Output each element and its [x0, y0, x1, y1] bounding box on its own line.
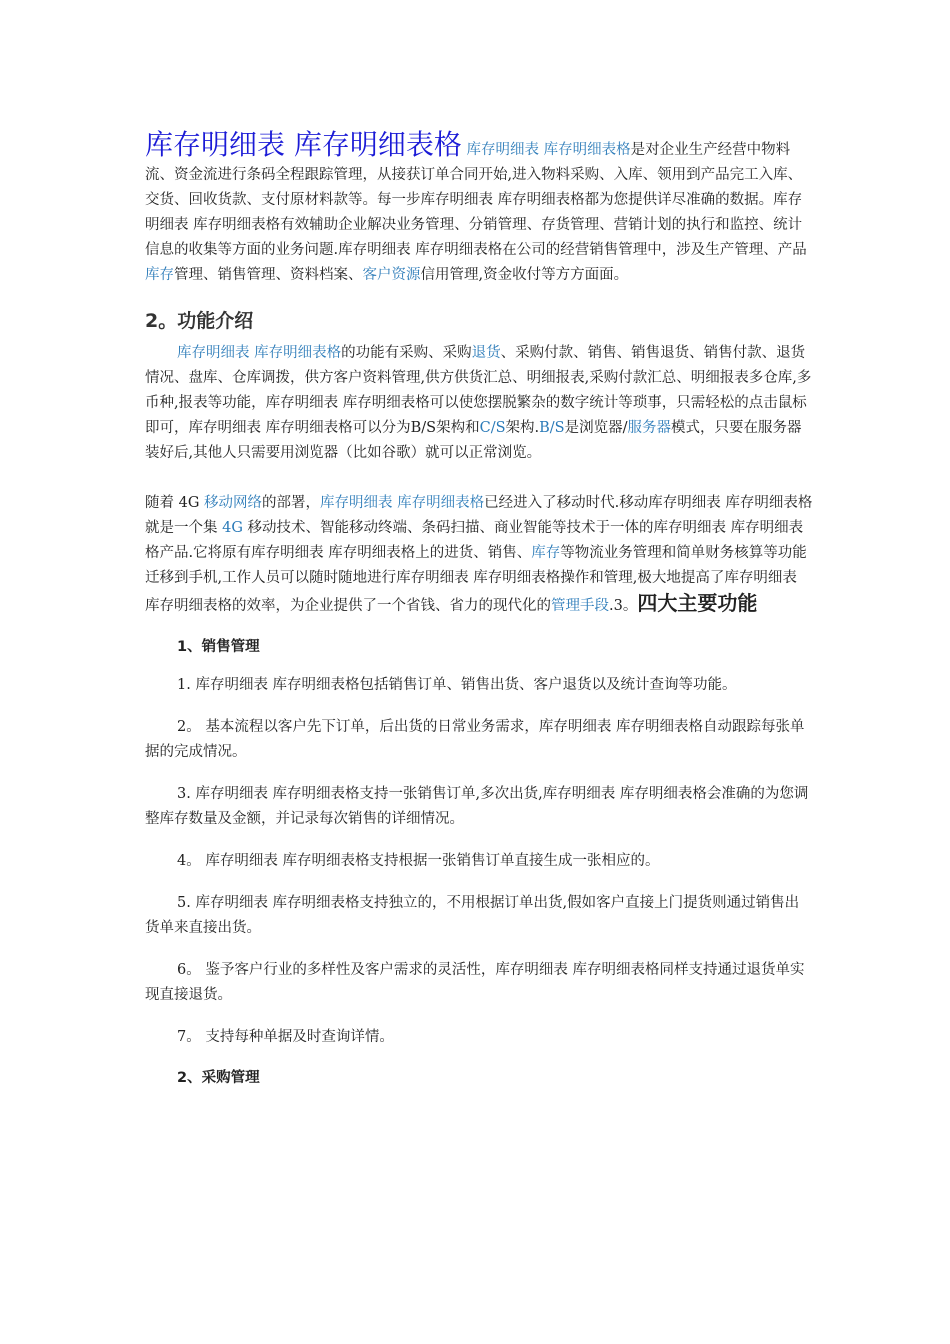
mobile-text-1: 随着 4G	[145, 495, 205, 511]
features-text-2: 、采购付款、销售、销售退货、销售付款、退货情况、盘库、仓库调拨，供方客户资料管理,供方供货汇总、明细报表,采购付款汇总、明细报表多仓库,多币种,报表等功能，库存明细表 库存明细表格可以使您摆脱繁杂的数字统计等琐事，只需轻松的点击鼠标即可，库存明细表 库存明细表格可以分为	[145, 345, 812, 436]
sales-item: 2。 基本流程以客户先下订单，后出货的日常业务需求，库存明细表 库存明细表格自动跟踪每张单据的完成情况。	[145, 719, 805, 760]
features-paragraph	[145, 341, 813, 466]
mobile-text-6: .3。	[609, 598, 638, 614]
features-text-5: 是浏览器/	[564, 420, 628, 436]
features-text-3: 架构和	[436, 420, 480, 436]
document-page	[145, 128, 813, 1087]
mobile-link-5[interactable]: 管理手段	[551, 598, 609, 614]
sales-item: 4。 库存明细表 库存明细表格支持根据一张销售订单直接生成一张相应的。	[177, 853, 660, 869]
sales-item: 5. 库存明细表 库存明细表格支持独立的，不用根据订单出货,假如客户直接上门提货则通过销售出货单来直接出货。	[145, 895, 800, 936]
subheading-purchase: 2、采购管理	[177, 1070, 260, 1086]
mobile-link-3[interactable]: 4G	[222, 520, 243, 536]
features-text-1: 的功能有采购、采购	[341, 345, 472, 361]
intro-text-1: 是对企业生产经营中物料流、资金流进行条码全程跟踪管理，从接获订单合同开始,进入物料采购、入库、领用到产品完工入库、交货、回收货款、支付原材料款等。每一步库存明细表 库存明细表格都为您提供详尽准确的数据。库存明细表 库存明细表格有效辅助企业解决业务管理、分销管理、存货管理、营销计划的执行和监控、统计信息的收集等方面的业务问题.库存明细表 库存明细表格在公司的经营销售管理中，涉及生产管理、产品	[145, 142, 807, 258]
mobile-link-2[interactable]: 库存明细表 库存明细表格	[320, 495, 485, 511]
mobile-link-1[interactable]: 移动网络	[204, 495, 263, 511]
mobile-paragraph	[145, 491, 813, 619]
section-heading-four-functions: 四大主要功能	[637, 591, 758, 615]
sales-item: 7。 支持每种单据及时查询详情。	[177, 1029, 394, 1045]
features-text-bs: B/S	[410, 420, 437, 436]
mobile-text-3: 已经进入了移动时代.移动库存明细表 库存明细表格就是一个集	[145, 495, 813, 536]
subheading-sales: 1、销售管理	[177, 639, 260, 655]
features-link-4[interactable]: B/S	[539, 420, 565, 436]
intro-text-2: 管理、销售管理、资料档案、	[174, 267, 363, 283]
sales-item: 6。 鉴予客户行业的多样性及客户需求的灵活性，库存明细表 库存明细表格同样支持通过退货单实现直接退货。	[145, 962, 805, 1003]
features-text-4: 架构.	[505, 420, 540, 436]
sales-item: 1. 库存明细表 库存明细表格包括销售订单、销售出货、客户退货以及统计查询等功能。	[177, 677, 737, 693]
features-text-6: 模式，只要在服务器装好后,其他人只需要用浏览器（比如谷歌）就可以正常浏览。	[145, 420, 802, 461]
mobile-link-4[interactable]: 库存	[531, 545, 561, 561]
mobile-text-5: 等物流业务管理和简单财务核算等功能迁移到手机,工作人员可以随时随地进行库存明细表 库存明细表格操作和管理,极大地提高了库存明细表 库存明细表格的效率，为企业提供了一个省钱、省力的现代化的	[145, 545, 807, 614]
intro-link-3[interactable]: 客户资源	[362, 267, 421, 283]
features-link-2[interactable]: 退货	[471, 345, 501, 361]
mobile-text-2: 的部署，	[262, 495, 321, 511]
intro-link-1[interactable]: 库存明细表 库存明细表格	[466, 142, 631, 158]
mobile-text-4: 移动技术、智能移动终端、条码扫描、商业智能等技术于一体的库存明细表 库存明细表格产品.它将原有库存明细表 库存明细表格上的进货、销售、	[145, 520, 804, 561]
intro-text-3: 信用管理,资金收付等方方面面。	[420, 267, 629, 283]
features-link-3[interactable]: C/S	[479, 420, 506, 436]
section-heading-features: 2。功能介绍	[145, 310, 254, 332]
intro-link-2[interactable]: 库存	[145, 267, 174, 283]
intro-paragraph	[145, 128, 813, 288]
features-link-1[interactable]: 库存明细表 库存明细表格	[177, 345, 342, 361]
spacer	[145, 466, 813, 491]
document-title: 库存明细表 库存明细表格	[145, 128, 462, 161]
features-link-5[interactable]: 服务器	[627, 420, 671, 436]
sales-item: 3. 库存明细表 库存明细表格支持一张销售订单,多次出货,库存明细表 库存明细表格会准确的为您调整库存数量及金额，并记录每次销售的详细情况。	[145, 786, 809, 827]
